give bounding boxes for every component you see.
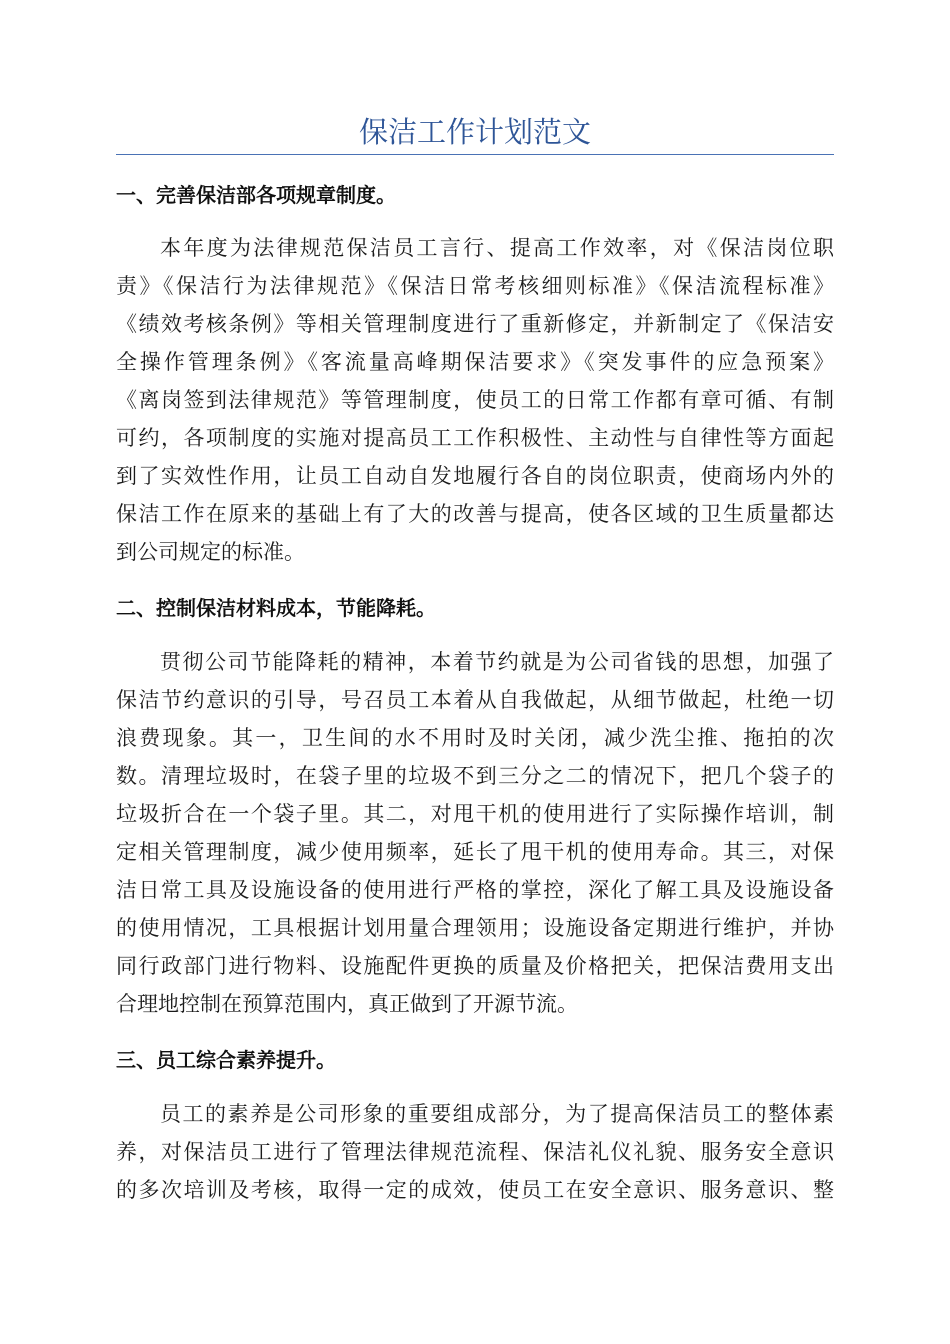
- paragraph-line: 全操作管理条例》《客流量高峰期保洁要求》《突发事件的应急预案》: [116, 350, 834, 374]
- paragraph-line: 垃圾折合在一个袋子里。其二，对甩干机的使用进行了实际操作培训，制: [116, 802, 834, 826]
- paragraph-line: 洁日常工具及设施设备的使用进行严格的掌控，深化了解工具及设施设备: [116, 878, 834, 902]
- paragraph-line: 合理地控制在预算范围内，真正做到了开源节流。: [116, 992, 578, 1016]
- section-3-heading: 三、员工综合素养提升。: [116, 1048, 336, 1072]
- section-3-paragraph: [116, 1095, 834, 1209]
- paragraph-line: 《绩效考核条例》等相关管理制度进行了重新修定，并新制定了《保洁安: [116, 312, 834, 336]
- section-2-heading: 二、控制保洁材料成本，节能降耗。: [116, 596, 436, 620]
- paragraph-line: 保洁节约意识的引导，号召员工本着从自我做起，从细节做起，杜绝一切: [116, 688, 834, 712]
- paragraph-line: 的使用情况，工具根据计划用量合理领用；设施设备定期进行维护，并协: [116, 916, 834, 940]
- paragraph-line: 《离岗签到法律规范》等管理制度，使员工的日常工作都有章可循、有制: [116, 388, 834, 412]
- section-1-heading: 一、完善保洁部各项规章制度。: [116, 183, 396, 207]
- paragraph-line: 本年度为法律规范保洁员工言行、提高工作效率，对《保洁岗位职: [160, 236, 834, 260]
- paragraph-line: 浪费现象。其一，卫生间的水不用时及时关闭，减少洗尘推、拖拍的次: [116, 726, 834, 750]
- paragraph-line: 责》《保洁行为法律规范》《保洁日常考核细则标准》《保洁流程标准》: [116, 274, 834, 298]
- paragraph-line: 定相关管理制度，减少使用频率，延长了甩干机的使用寿命。其三，对保: [116, 840, 834, 864]
- paragraph-line: 养，对保洁员工进行了管理法律规范流程、保洁礼仪礼貌、服务安全意识: [116, 1140, 834, 1164]
- paragraph-line: 到公司规定的标准。: [116, 540, 305, 564]
- paragraph-line: 的多次培训及考核，取得一定的成效，使员工在安全意识、服务意识、整: [116, 1178, 834, 1202]
- paragraph-line: 到了实效性作用，让员工自动自发地履行各自的岗位职责，使商场内外的: [116, 464, 834, 488]
- paragraph-line: 员工的素养是公司形象的重要组成部分，为了提高保洁员工的整体素: [160, 1102, 834, 1126]
- document-title: 保洁工作计划范文: [358, 115, 591, 149]
- title-underline: [116, 154, 834, 155]
- section-1-paragraph: [116, 229, 834, 571]
- paragraph-line: 可约，各项制度的实施对提高员工工作积极性、主动性与自律性等方面起: [116, 426, 834, 450]
- paragraph-line: 贯彻公司节能降耗的精神，本着节约就是为公司省钱的思想，加强了: [160, 650, 834, 674]
- paragraph-line: 保洁工作在原来的基础上有了大的改善与提高，使各区域的卫生质量都达: [116, 502, 834, 526]
- paragraph-line: 同行政部门进行物料、设施配件更换的质量及价格把关，把保洁费用支出: [116, 954, 834, 978]
- section-2-paragraph: [116, 643, 834, 1023]
- paragraph-line: 数。清理垃圾时，在袋子里的垃圾不到三分之二的情况下，把几个袋子的: [116, 764, 834, 788]
